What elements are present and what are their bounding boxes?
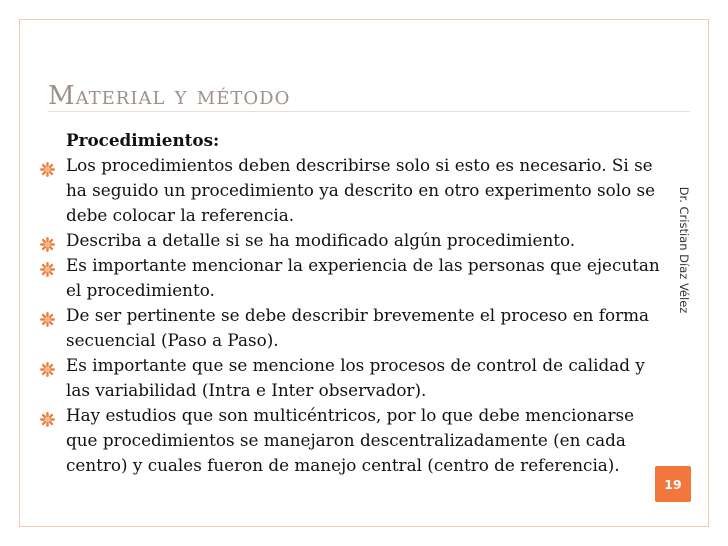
bullet-text: Es importante que se mencione los procesos de control de calidad y las variabilidad (Intra e Inter observador).	[66, 355, 645, 400]
sun-bullet-icon	[40, 234, 55, 249]
bullet-text: De ser pertinente se debe describir brevemente el proceso en forma secuencial (Paso a Paso).	[66, 305, 650, 350]
list-item	[40, 303, 665, 353]
list-item	[40, 353, 665, 403]
title-divider	[48, 111, 690, 112]
bullet-list	[40, 153, 665, 478]
slide-title: Material y método	[48, 81, 291, 111]
bullet-text: Es importante mencionar la experiencia de las personas que ejecutan el procedimiento.	[66, 255, 660, 300]
bullet-text: Los procedimientos deben describirse solo si esto es necesario. Si se ha seguido un procedimiento ya descrito en otro experimento solo se debe colocar la referencia.	[66, 155, 656, 225]
bullet-text: Hay estudios que son multicéntricos, por lo que debe mencionarse que procedimientos se manejaron descentralizadamente (en cada centro) y cuales fueron de manejo central (centro de referencia).	[66, 405, 635, 475]
slide-body	[40, 128, 665, 478]
author-sidebar: Dr. Cristian Díaz Vélez	[677, 186, 691, 314]
list-item	[40, 228, 665, 253]
subheading: Procedimientos:	[66, 130, 220, 150]
list-item	[40, 403, 665, 478]
sun-bullet-icon	[40, 409, 55, 424]
list-item	[40, 153, 665, 228]
list-item	[40, 253, 665, 303]
page-number: 19	[664, 476, 682, 492]
page-number-badge	[655, 466, 691, 502]
sun-bullet-icon	[40, 359, 55, 374]
sun-bullet-icon	[40, 309, 55, 324]
sun-bullet-icon	[40, 159, 55, 174]
bullet-text: Describa a detalle si se ha modificado algún procedimiento.	[66, 230, 576, 250]
sun-bullet-icon	[40, 259, 55, 274]
